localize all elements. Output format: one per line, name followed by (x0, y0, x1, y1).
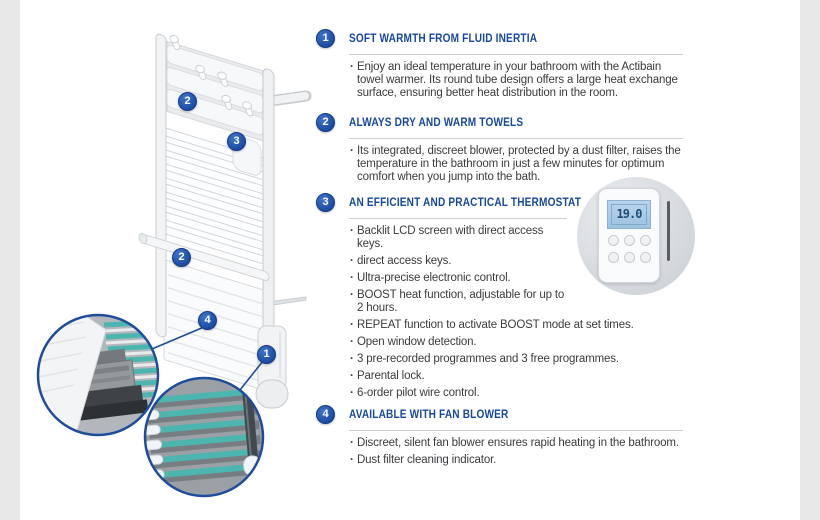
title-underline (349, 216, 567, 219)
callout-badge-fluid: 1 (257, 345, 276, 364)
callout-badge-towel-bar: 2 (172, 248, 191, 267)
section-number-badge: 2 (316, 113, 335, 132)
callout-badge-fan: 4 (198, 311, 217, 330)
feature-bullet: · Parental lock. (349, 370, 683, 383)
feature-bullet: · REPEAT function to activate BOOST mode at set times. (349, 319, 683, 332)
feature-bullet: · 6-order pilot wire control. (349, 387, 683, 400)
towel-warmer-drawing (20, 0, 320, 520)
title-underline (349, 52, 683, 55)
title-underline (349, 428, 683, 431)
feature-bullet: · Backlit LCD screen with direct access keys. (349, 225, 683, 251)
feature-bullet: · direct access keys. (349, 255, 683, 268)
feature-bullet: · Discreet, silent fan blower ensures rapid heating in the bathroom. (349, 437, 683, 450)
radiator-body (139, 23, 274, 401)
callout-badge-blower-top: 2 (178, 92, 197, 111)
feature-bullet: · Dust filter cleaning indicator. (349, 454, 683, 467)
feature-bullet: · Ultra-precise electronic control. (349, 272, 683, 285)
section-warm-towels (322, 114, 683, 184)
section-title: ALWAYS DRY AND WARM TOWELS (349, 115, 524, 129)
section-thermostat (322, 194, 683, 400)
callout-badge-thermostat: 3 (227, 132, 246, 151)
section-fluid-inertia (322, 30, 683, 100)
feature-bullet: · BOOST heat function, adjustable for up to 2 hours. (349, 289, 683, 315)
feature-bullet: · Open window detection. (349, 336, 683, 349)
section-title: AVAILABLE WITH FAN BLOWER (349, 407, 509, 421)
section-fan-blower (322, 406, 683, 467)
left-margin-strip (0, 0, 20, 520)
towel-warmer-illustration (20, 0, 320, 520)
feature-bullet: · 3 pre-recorded programmes and 3 free programmes. (349, 353, 683, 366)
section-number-badge: 1 (316, 29, 335, 48)
left-post (156, 33, 166, 338)
section-title: AN EFFICIENT AND PRACTICAL THERMOSTAT (349, 195, 582, 209)
section-number-badge: 4 (316, 405, 335, 424)
control-unit (256, 326, 288, 408)
feature-list (322, 30, 683, 481)
title-underline (349, 136, 683, 139)
feature-bullet: · Its integrated, discreet blower, protected by a dust filter, raises the temperature in the bathroom in just a few minutes for optimum comfort when you jump into the bath. (349, 145, 683, 184)
section-number-badge: 3 (316, 193, 335, 212)
fan-blower-magnifier (24, 312, 160, 448)
right-margin-strip (800, 0, 820, 520)
fluid-tubes-magnifier (140, 377, 264, 497)
section-title: SOFT WARMTH FROM FLUID INERTIA (349, 31, 538, 45)
feature-bullet: · Enjoy an ideal temperature in your bathroom with the Actibain towel warmer. Its round tube design offers a large heat exchange surface, ensuring better heat distribution in the room. (349, 61, 683, 100)
thermostat-temperature: 19.0 (611, 204, 647, 225)
